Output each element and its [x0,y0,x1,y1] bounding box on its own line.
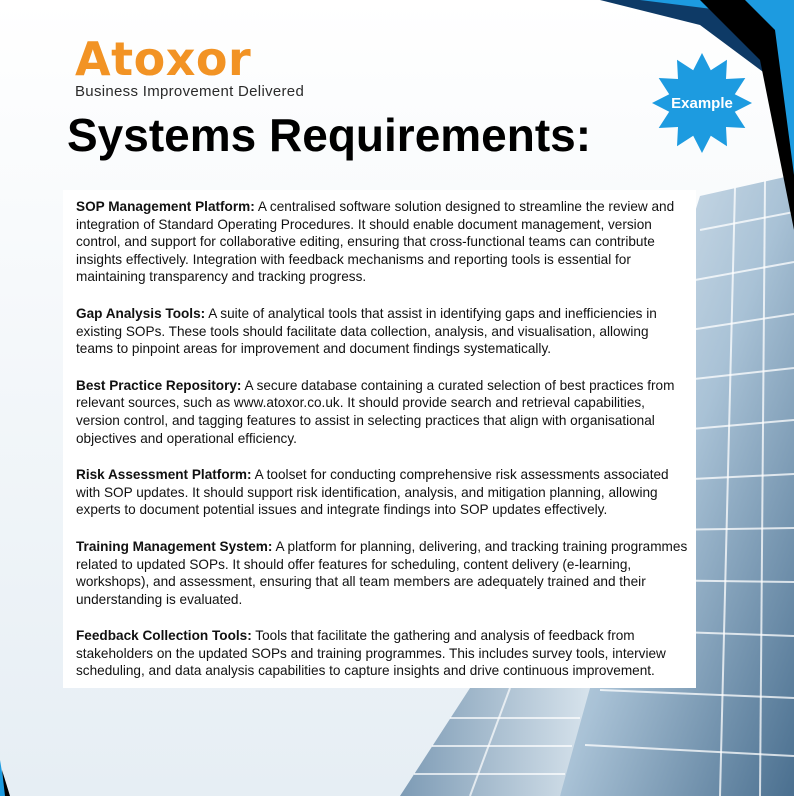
requirement-item [76,466,688,519]
requirement-item [76,198,688,286]
requirements-list [63,190,696,688]
requirement-text: A suite of analytical tools that assist in identifying gaps and inefficiencies in existing SOPs. These tools should facilitate data collection, analysis, and visualisation, allowing teams to pinpoint areas for improvement and document findings systematically. [76,305,657,357]
requirement-text: A secure database containing a curated selection of best practices from relevant sources, such as www.atoxor.co.uk. It should provide search and retrieval capabilities, version control, and tagging features to assist in selecting practices that align with organisational objectives and operational efficiency. [76,377,675,446]
requirement-title: SOP Management Platform: [76,199,255,214]
requirement-title: Feedback Collection Tools: [76,628,252,644]
requirement-text: A centralised software solution designed to streamline the review and integration of Standard Operating Procedures. It should enable document management, version control, and support for collaborative editing, ensuring that cross-functional teams can contribute insights effectively. Integration with feedback mechanisms and reporting tools is essential for maintaining transparency and tracking progress. [76,199,675,285]
requirement-title: Risk Assessment Platform: [76,467,252,483]
example-badge-label: Example [671,94,733,112]
logo-wordmark: Atoxor [75,32,252,86]
brand-logo [75,32,305,100]
requirement-text: Tools that facilitate the gathering and analysis of feedback from stakeholders on the updated SOPs and training programmes. This includes survey tools, interview scheduling, and data analysis capabilities to capture insights and drive continuous improvement. [76,628,666,679]
requirement-item [76,538,688,608]
logo-tagline: Business Improvement Delivered [75,83,305,100]
requirement-title: Best Practice Repository: [76,377,242,393]
requirement-text: A platform for planning, delivering, and tracking training programmes related to updated SOPs. It should offer features for scheduling, content delivery (e-learning, workshops), and assessment, ensuring that all team members are adequately trained and their understanding is evaluated. [76,538,688,607]
requirement-title: Training Management System: [76,538,273,554]
requirement-title: Gap Analysis Tools: [76,305,206,321]
requirement-item [76,627,688,680]
requirement-item [76,377,688,447]
requirement-text: A toolset for conducting comprehensive risk assessments associated with SOP updates. It should support risk identification, analysis, and mitigation planning, allowing experts to document potential issues and integrate findings into SOP updates effectively. [76,467,669,518]
requirement-item [76,305,688,358]
page-title: Systems Requirements: [67,109,592,161]
